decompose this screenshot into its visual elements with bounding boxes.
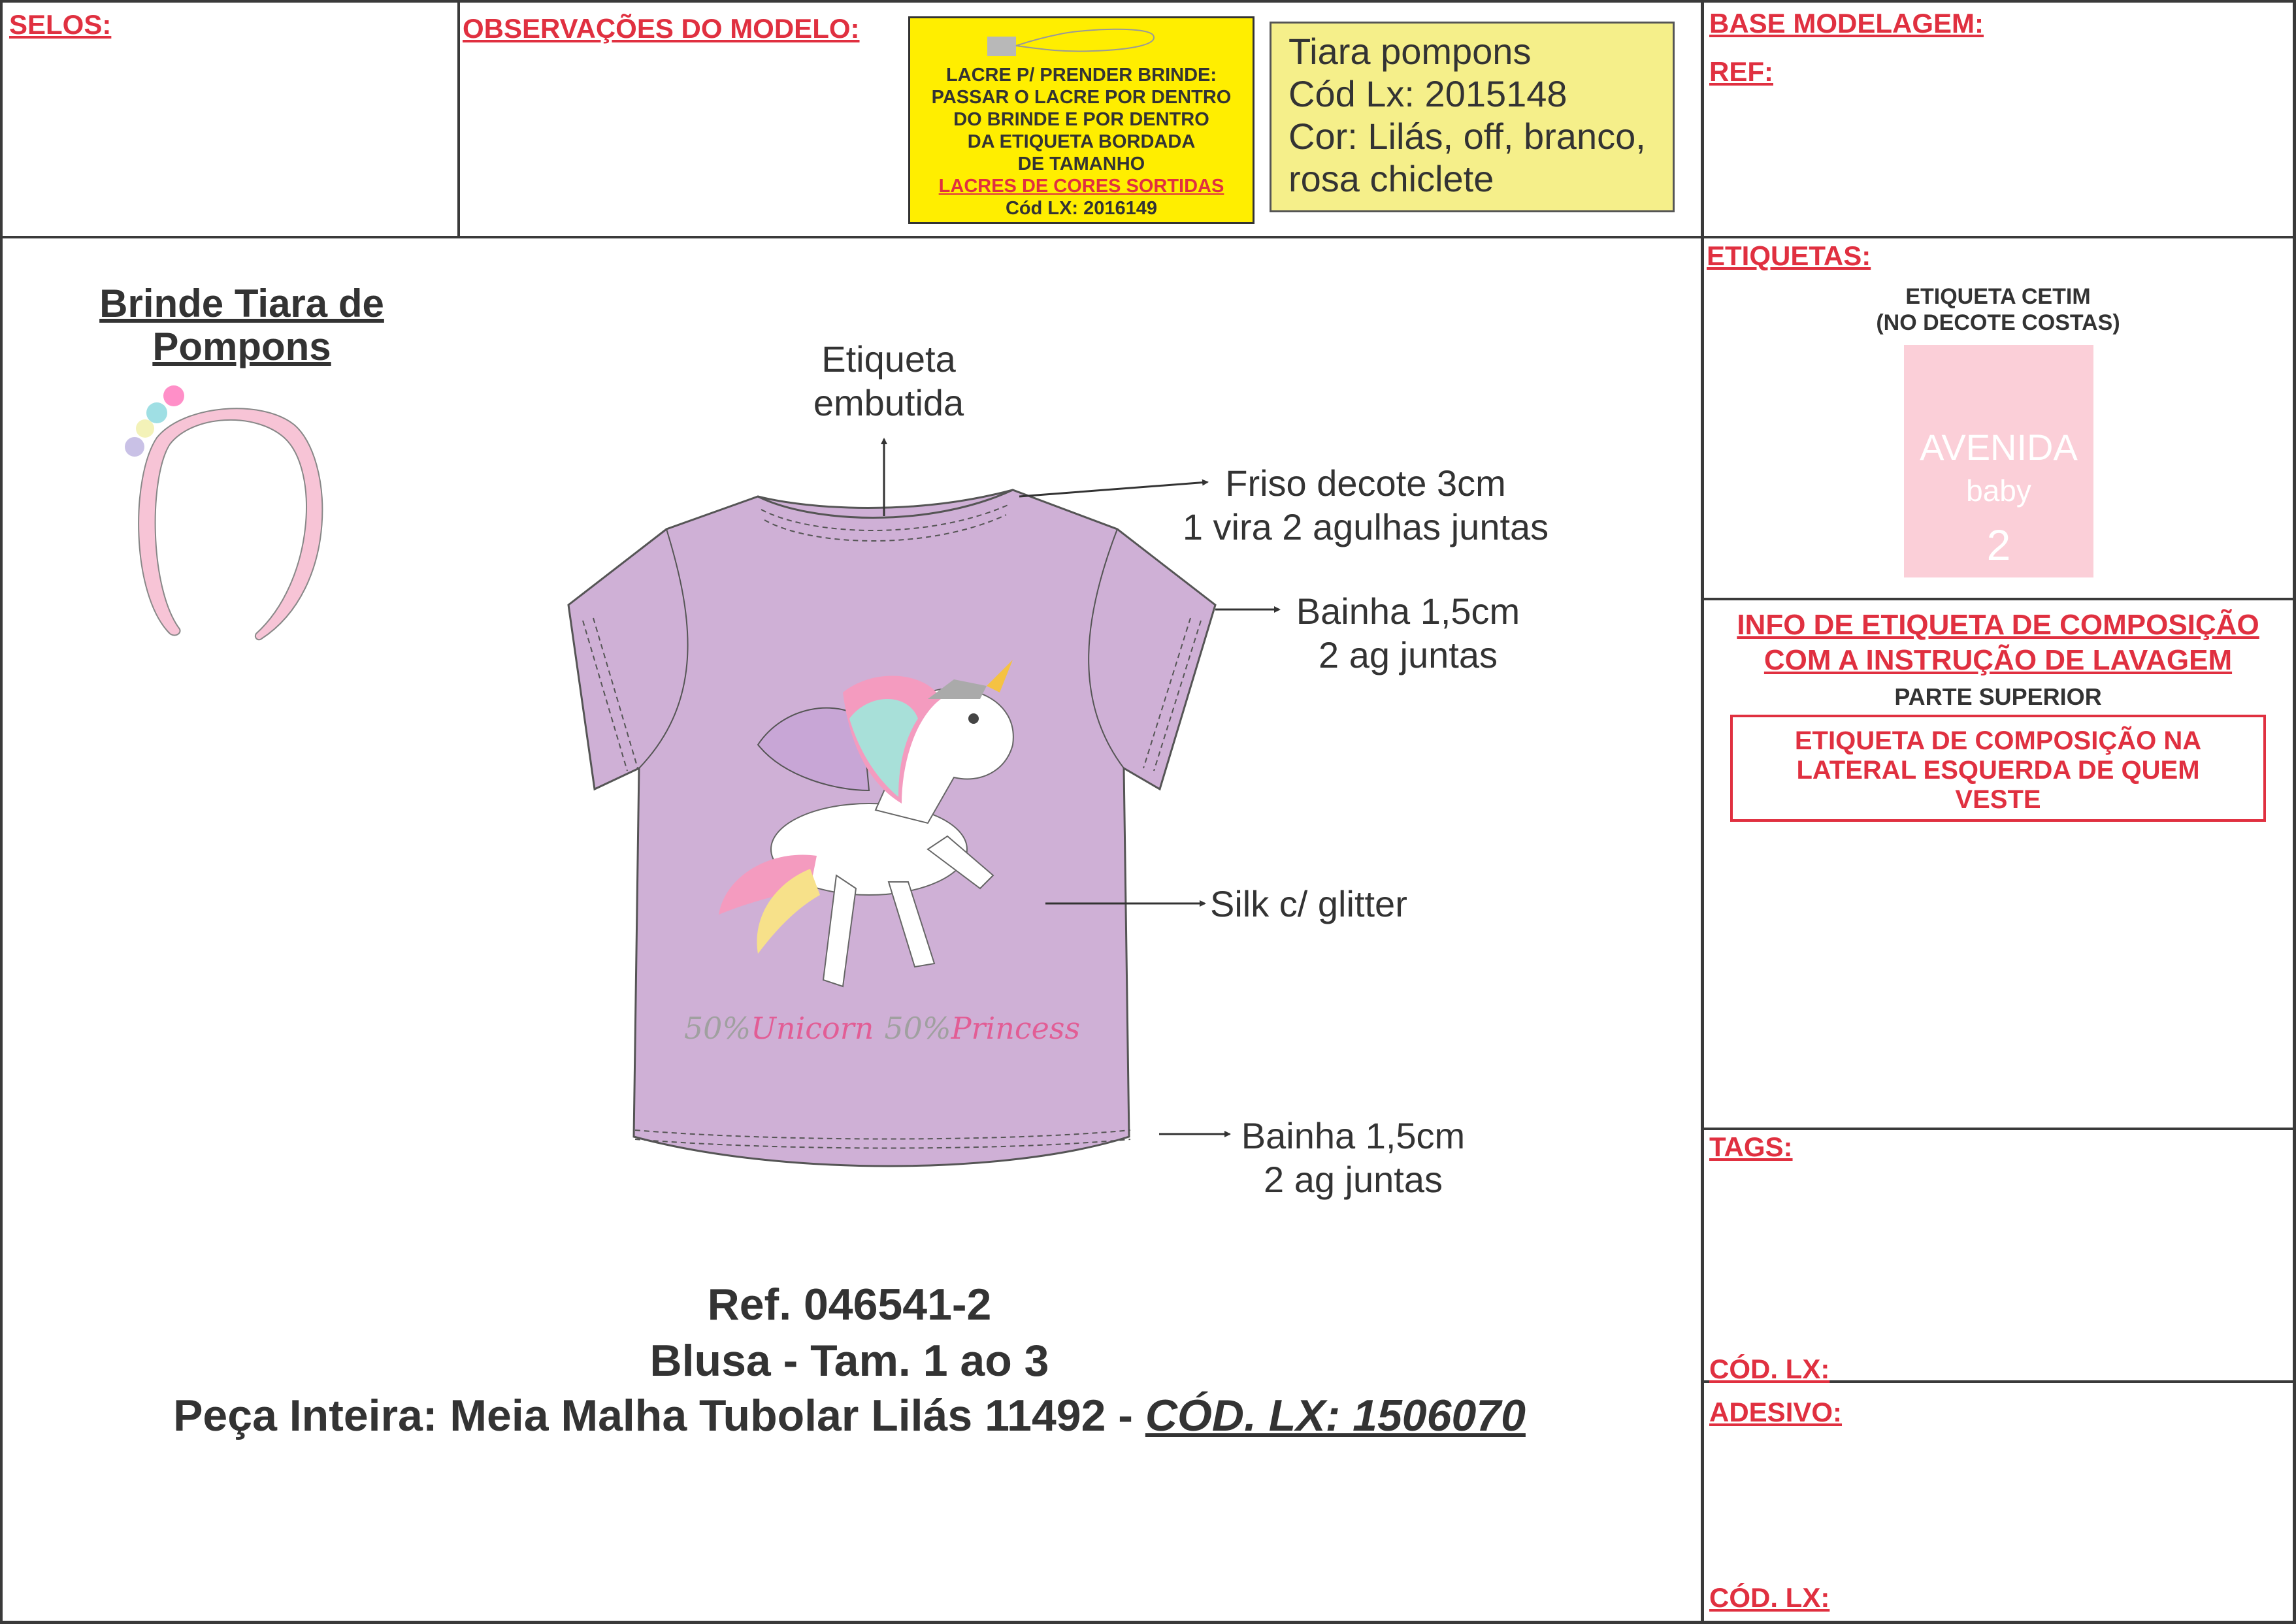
etiquetas-heading: ETIQUETAS: (1707, 240, 1871, 271)
friso-callout-line-1: Friso decote 3cm (1225, 463, 1506, 504)
brand-label-size: 2 (1986, 521, 2011, 569)
lacre-line-3: DO BRINDE E POR DENTRO (953, 109, 1209, 130)
composicao-box-line-2: LATERAL ESQUERDA DE QUEM (1796, 756, 2200, 785)
etiqueta-callout-line-2: embutida (813, 382, 964, 423)
etiqueta-cetim-title (1704, 284, 2292, 336)
adesivo-heading: ADESIVO: (1709, 1397, 1843, 1427)
tags-divider (1702, 1128, 2296, 1130)
etiqueta-callout-line-1: Etiqueta (821, 338, 956, 380)
bainha-barra-callout (1219, 1114, 1487, 1201)
print-text-part-4: Princess (951, 1011, 1081, 1046)
lacre-line-6: LACRES DE CORES SORTIDAS (938, 176, 1224, 197)
lacre-line-5: DE TAMANHO (1017, 154, 1145, 174)
etiquetas-divider (1702, 598, 2296, 600)
brand-label-sub: baby (1966, 474, 2031, 508)
lacre-line-4: DA ETIQUETA BORDADA (967, 131, 1196, 152)
ref-heading: REF: (1709, 56, 1773, 87)
tiara-note-line-2: Cód Lx: 2015148 (1288, 73, 1567, 114)
tags-cod-lx: CÓD. LX: (1709, 1354, 1830, 1384)
etiqueta-cetim-line-1: ETIQUETA CETIM (1905, 284, 2091, 309)
bainha-barra-callout-line-2: 2 ag juntas (1264, 1159, 1443, 1200)
border-bottom (0, 1621, 2296, 1624)
composicao-box-line-3: VESTE (1955, 785, 2041, 814)
product-fabric-text: Peça Inteira: Meia Malha Tubolar Lilás 11492 - (173, 1391, 1145, 1440)
lacre-line-7: Cód LX: 2016149 (1005, 198, 1158, 219)
product-fabric-code: CÓD. LX: 1506070 (1145, 1391, 1526, 1440)
tiara-note-line-3: Cor: Lilás, off, branco, (1288, 116, 1646, 157)
print-text-part-3: 50% (884, 1011, 951, 1046)
composicao-title-line-1: INFO DE ETIQUETA DE COMPOSIÇÃO (1737, 609, 2259, 641)
adesivo-cod-lx: CÓD. LX: (1709, 1582, 1830, 1613)
etiqueta-cetim-line-2: (NO DECOTE COSTAS) (1876, 310, 2120, 335)
composicao-title (1704, 608, 2292, 678)
lacre-line-2: PASSAR O LACRE POR DENTRO (931, 87, 1232, 108)
silk-callout: Silk c/ glitter (1210, 883, 1407, 924)
composicao-box (1730, 715, 2266, 822)
etiqueta-callout (784, 337, 993, 425)
friso-callout (1170, 461, 1562, 549)
product-fabric (0, 1390, 1699, 1441)
bainha-manga-callout-line-1: Bainha 1,5cm (1296, 591, 1520, 632)
tiara-note-line-1: Tiara pompons (1288, 31, 1532, 72)
observacoes-heading: OBSERVAÇÕES DO MODELO: (463, 13, 860, 44)
bainha-barra-callout-line-1: Bainha 1,5cm (1241, 1115, 1466, 1156)
brinde-title-line-1: Brinde Tiara de (99, 282, 384, 325)
product-ref: Ref. 046541-2 (707, 1280, 992, 1329)
tiara-note-line-4: rosa chiclete (1288, 158, 1494, 199)
composicao-title-line-2: COM A INSTRUÇÃO DE LAVAGEM (1763, 644, 2233, 676)
tags-heading: TAGS: (1709, 1131, 1793, 1162)
brand-label-name: AVENIDA (1920, 427, 2078, 468)
print-text-part-1: 50% (683, 1011, 751, 1046)
product-desc: Blusa - Tam. 1 ao 3 (649, 1336, 1049, 1386)
lacre-line-1: LACRE P/ PRENDER BRINDE: (945, 65, 1217, 86)
selos-heading: SELOS: (9, 9, 112, 40)
print-text-part-2: Unicorn (751, 1011, 874, 1046)
bainha-manga-callout-line-2: 2 ag juntas (1319, 634, 1498, 675)
brand-label (1904, 345, 2093, 577)
base-modelagem-heading: BASE MODELAGEM: (1709, 8, 1984, 39)
parte-superior: PARTE SUPERIOR (1894, 683, 2102, 710)
composicao-box-line-1: ETIQUETA DE COMPOSIÇÃO NA (1794, 726, 2202, 755)
friso-callout-line-2: 1 vira 2 agulhas juntas (1182, 506, 1549, 547)
brinde-title-line-2: Pompons (152, 325, 331, 368)
bainha-manga-callout (1274, 589, 1542, 677)
